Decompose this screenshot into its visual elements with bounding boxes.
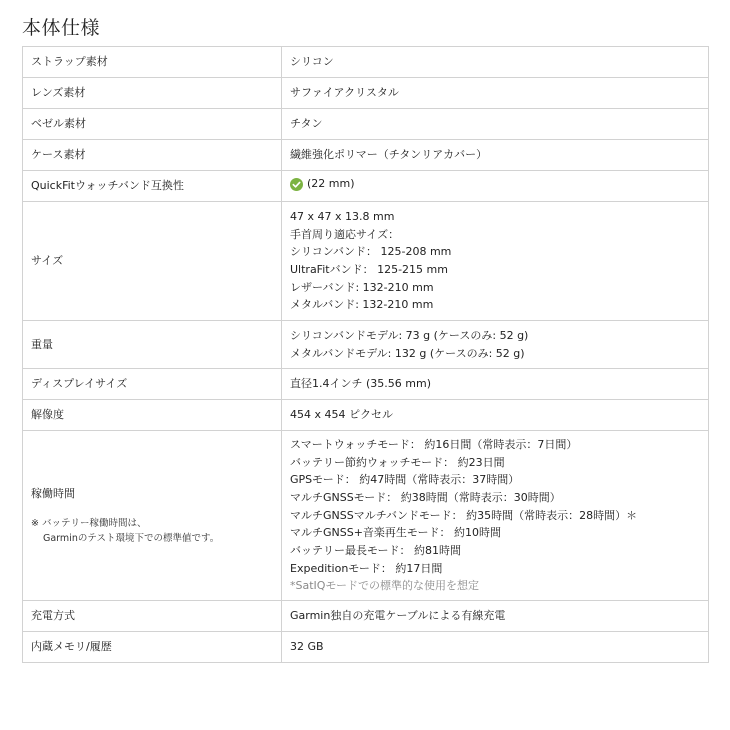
table-row — [23, 78, 709, 109]
table-row — [23, 202, 709, 321]
table-row — [23, 431, 709, 601]
row-value: Garmin独自の充電ケーブルによる有線充電 — [282, 601, 709, 632]
size-line: 手首周り適応サイズ： — [290, 227, 400, 241]
battery-line: マルチGNSS+音楽再生モード： 約10時間 — [290, 526, 501, 540]
battery-note-line: Garminのテスト環境下での標準値です。 — [43, 533, 220, 545]
row-value: 直径1.4インチ (35.56 mm) — [282, 369, 709, 400]
battery-note — [31, 516, 273, 546]
row-label: レンズ素材 — [23, 78, 282, 109]
page-title: 本体仕様 — [22, 17, 101, 39]
battery-line: マルチGNSSモード： 約38時間（常時表示：30時間） — [290, 490, 561, 504]
row-value — [282, 321, 709, 369]
row-value — [282, 202, 709, 321]
row-label: ケース素材 — [23, 140, 282, 171]
weight-line: シリコンバンドモデル: 73 g (ケースのみ: 52 g) — [290, 328, 529, 342]
size-line: UltraFitバンド： 125-215 mm — [290, 263, 448, 276]
row-label: 充電方式 — [23, 601, 282, 632]
table-row — [23, 632, 709, 663]
row-value — [282, 171, 709, 202]
row-value: チタン — [282, 109, 709, 140]
battery-line: バッテリー最長モード： 約81時間 — [290, 544, 462, 558]
battery-line: スマートウォッチモード： 約16日間（常時表示：7日間） — [290, 437, 578, 451]
table-row — [23, 109, 709, 140]
size-line: シリコンバンド： 125-208 mm — [290, 245, 452, 259]
table-row — [23, 140, 709, 171]
spec-table — [22, 46, 709, 663]
row-label — [23, 431, 282, 601]
row-label: 重量 — [23, 321, 282, 369]
table-row — [23, 47, 709, 78]
row-value: サファイアクリスタル — [282, 78, 709, 109]
size-line: 47 x 47 x 13.8 mm — [290, 209, 395, 223]
table-row — [23, 321, 709, 369]
battery-line: バッテリー節約ウォッチモード： 約23日間 — [290, 455, 505, 469]
compatibility-size: (22 mm) — [307, 177, 355, 191]
table-row — [23, 171, 709, 202]
row-value: シリコン — [282, 47, 709, 78]
battery-line: Expeditionモード： 約17日間 — [290, 561, 443, 575]
row-label: ストラップ素材 — [23, 47, 282, 78]
size-line: レザーバンド: 132-210 mm — [290, 280, 434, 294]
row-label: サイズ — [23, 202, 282, 321]
row-value: 繊維強化ポリマー（チタンリアカバー） — [282, 140, 709, 171]
row-label: ベゼル素材 — [23, 109, 282, 140]
battery-footnote: *SatIQモードでの標準的な使用を想定 — [290, 579, 479, 593]
battery-note-line: ※ バッテリー稼働時間は、 — [31, 518, 147, 530]
battery-label: 稼働時間 — [31, 486, 75, 500]
row-label: QuickFitウォッチバンド互換性 — [23, 171, 282, 202]
table-row — [23, 369, 709, 400]
table-row — [23, 400, 709, 431]
compatibility-value — [290, 175, 355, 193]
table-row — [23, 601, 709, 632]
row-label: 解像度 — [23, 400, 282, 431]
row-value: 32 GB — [282, 632, 709, 663]
row-value — [282, 431, 709, 601]
weight-line: メタルバンドモデル: 132 g (ケースのみ: 52 g) — [290, 346, 525, 360]
check-circle-icon — [290, 178, 303, 191]
battery-line: マルチGNSSマルチバンドモード： 約35時間（常時表示：28時間）＊ — [290, 508, 638, 522]
row-label: ディスプレイサイズ — [23, 369, 282, 400]
row-label: 内蔵メモリ/履歴 — [23, 632, 282, 663]
size-line: メタルバンド: 132-210 mm — [290, 298, 434, 312]
battery-line: GPSモード： 約47時間（常時表示：37時間） — [290, 473, 520, 487]
row-value: 454 x 454 ピクセル — [282, 400, 709, 431]
